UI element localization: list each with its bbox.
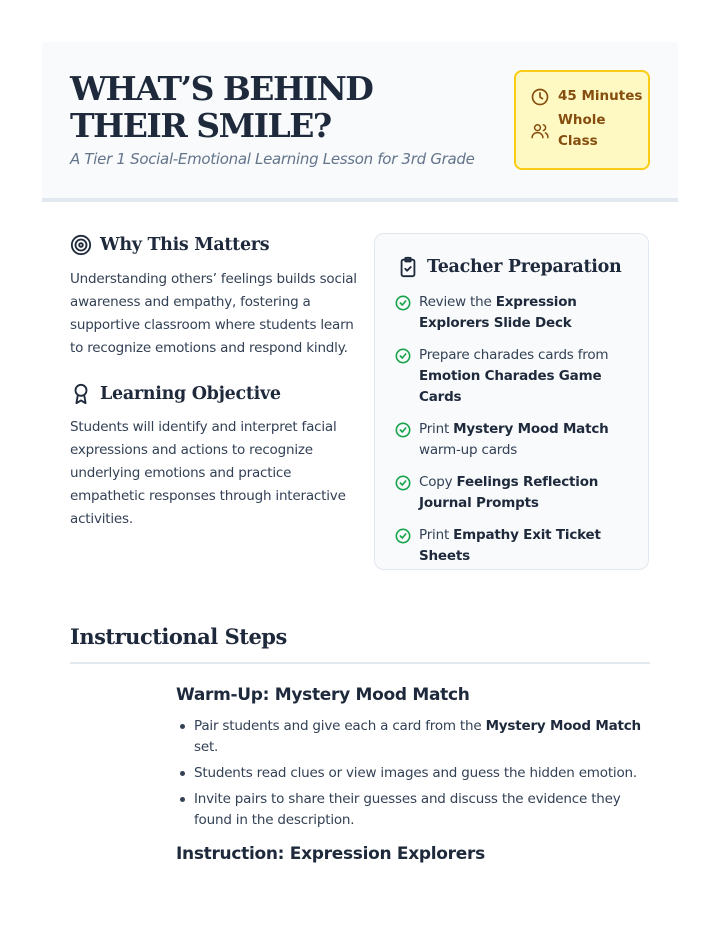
- steps-heading: Instructional Steps: [70, 624, 287, 649]
- check-circle-icon: [395, 528, 411, 544]
- check-circle-icon: [395, 475, 411, 491]
- prep-item-text: Prepare charades cards from Emotion Charades Game Cards: [419, 347, 609, 405]
- prep-item: [395, 419, 645, 461]
- duration-label: 45 Minutes: [558, 88, 643, 104]
- target-icon: [70, 234, 92, 256]
- warmup-title: Warm-Up: Mystery Mood Match: [176, 685, 470, 705]
- check-circle-icon: [395, 348, 411, 364]
- prep-item: [395, 525, 645, 567]
- instruction-title: Instruction: Expression Explorers: [176, 844, 485, 864]
- why-text: Understanding others’ feelings builds social awareness and empathy, fostering a supportive classroom where students learn to recognize emotions and respond kindly.: [70, 271, 357, 356]
- group-label: Whole Class: [558, 112, 606, 149]
- objective-heading: Learning Objective: [100, 384, 281, 404]
- page-subtitle: A Tier 1 Social-Emotional Learning Lesson for 3rd Grade: [70, 150, 475, 168]
- prep-item-text: Copy Feelings Reflection Journal Prompts: [419, 474, 599, 511]
- clipboard-check-icon: [397, 256, 419, 278]
- users-icon: [530, 121, 550, 141]
- duration-row: [530, 86, 642, 107]
- why-heading: Why This Matters: [100, 235, 270, 255]
- group-row: [530, 110, 628, 152]
- prep-item-text: Print Empathy Exit Ticket Sheets: [419, 527, 601, 564]
- list-item: Invite pairs to share their guesses and discuss the evidence they found in the description.: [176, 789, 646, 831]
- prep-item: [395, 292, 645, 334]
- check-circle-icon: [395, 295, 411, 311]
- lesson-meta-badge: [514, 70, 650, 170]
- prep-section-heading: [397, 256, 621, 278]
- prep-heading: Teacher Preparation: [427, 257, 622, 277]
- check-circle-icon: [395, 422, 411, 438]
- list-item: Pair students and give each a card from the Mystery Mood Match set.: [176, 716, 646, 758]
- section-divider: [70, 662, 650, 664]
- objective-section-heading: [70, 383, 281, 405]
- list-item: Students read clues or view images and guess the hidden emotion.: [176, 763, 646, 784]
- prep-item-text: Review the Expression Explorers Slide Deck: [419, 294, 577, 331]
- warmup-list: [176, 716, 646, 836]
- page-title: WHAT’S BEHIND THEIR SMILE?: [70, 69, 373, 145]
- award-ribbon-icon: [70, 383, 92, 405]
- lesson-header: [42, 42, 678, 202]
- objective-text: Students will identify and interpret facial expressions and actions to recognize underlying emotions and practice empathetic responses through interactive activities.: [70, 419, 346, 527]
- prep-item: [395, 472, 645, 514]
- prep-item-text: Print Mystery Mood Match warm-up cards: [419, 421, 609, 458]
- prep-checklist: [395, 292, 645, 578]
- clock-icon: [530, 87, 550, 107]
- teacher-prep-card: [374, 233, 649, 570]
- why-section-heading: [70, 234, 269, 256]
- prep-item: [395, 345, 645, 408]
